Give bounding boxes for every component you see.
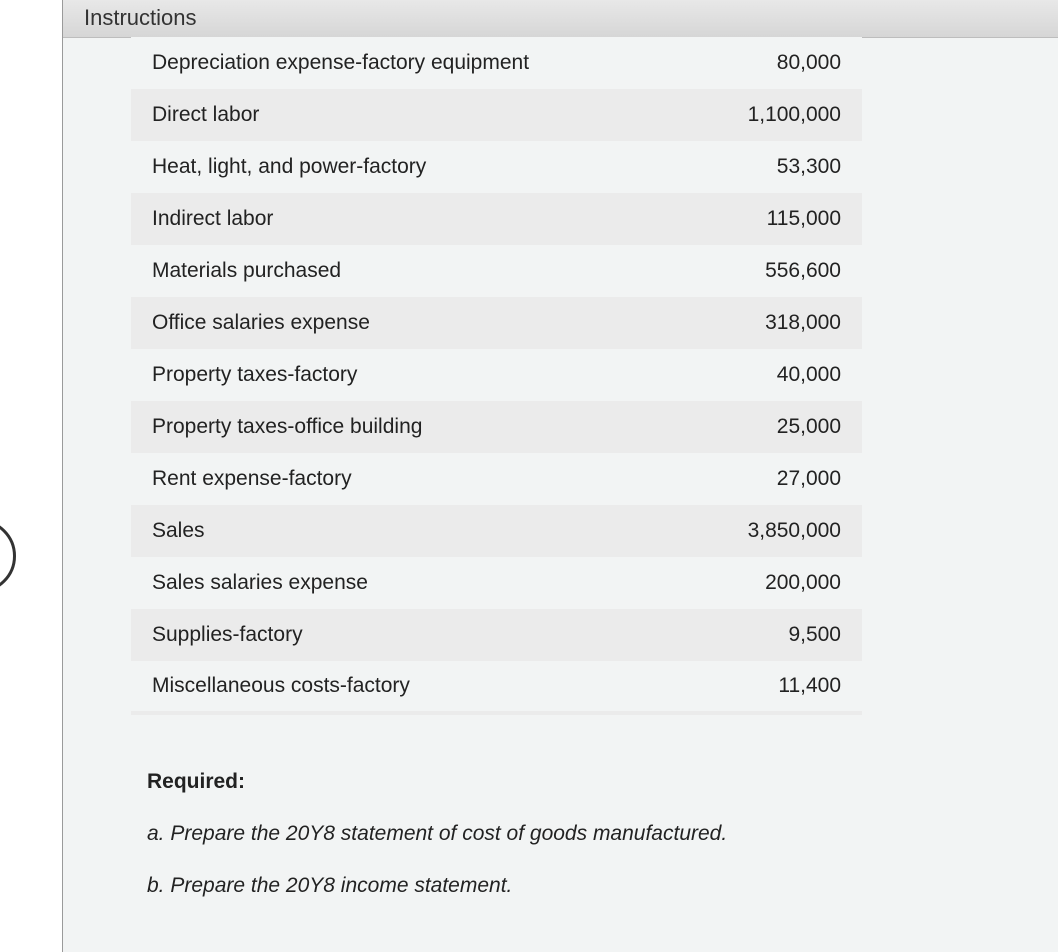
row-label: Office salaries expense: [152, 311, 370, 334]
table-row: [131, 661, 862, 713]
row-label: Supplies-factory: [152, 623, 303, 646]
table-row: [131, 37, 862, 89]
row-label: Sales salaries expense: [152, 571, 368, 594]
table-row: [131, 245, 862, 297]
table-row: [131, 297, 862, 349]
row-label: Direct labor: [152, 103, 260, 126]
row-label: Rent expense-factory: [152, 467, 352, 490]
row-label: Property taxes-office building: [152, 415, 423, 438]
table-row: [131, 89, 862, 141]
table-row: [131, 141, 862, 193]
row-value: 27,000: [776, 467, 841, 490]
row-value: 9,500: [788, 623, 841, 646]
row-value: 25,000: [776, 415, 841, 438]
row-label: Materials purchased: [152, 259, 342, 282]
table-row: [131, 193, 862, 245]
required-item-a: a. Prepare the 20Y8 statement of cost of goods manufactured.: [147, 822, 728, 845]
row-value: 3,850,000: [747, 519, 841, 542]
instructions-panel: [62, 0, 1058, 952]
row-value: 318,000: [765, 311, 841, 334]
circle-nav-button[interactable]: [0, 519, 16, 593]
left-gutter: [0, 0, 62, 952]
row-label: Depreciation expense-factory equipment: [152, 51, 530, 74]
row-value: 80,000: [776, 51, 841, 74]
row-value: 115,000: [766, 207, 841, 230]
row-value: 40,000: [776, 363, 841, 386]
table-row: [131, 349, 862, 401]
required-heading: Required:: [147, 770, 246, 793]
row-label: Sales: [152, 519, 205, 542]
panel-title: Instructions: [84, 5, 197, 30]
table-row: [131, 453, 862, 505]
row-label: Indirect labor: [152, 207, 274, 230]
row-label: Heat, light, and power-factory: [152, 155, 427, 178]
row-value: 1,100,000: [747, 103, 841, 126]
row-label: Miscellaneous costs-factory: [152, 674, 410, 697]
row-value: 556,600: [765, 259, 841, 282]
row-label: Property taxes-factory: [152, 363, 358, 386]
table-row: [131, 609, 862, 661]
row-value: 53,300: [776, 155, 841, 178]
panel-header[interactable]: [63, 0, 1058, 38]
table-row: [131, 401, 862, 453]
cost-data-table: [131, 37, 862, 715]
table-row: [131, 505, 862, 557]
row-value: 11,400: [778, 674, 841, 697]
table-row: [131, 557, 862, 609]
row-value: 200,000: [765, 571, 841, 594]
required-item-b: b. Prepare the 20Y8 income statement.: [147, 874, 513, 897]
